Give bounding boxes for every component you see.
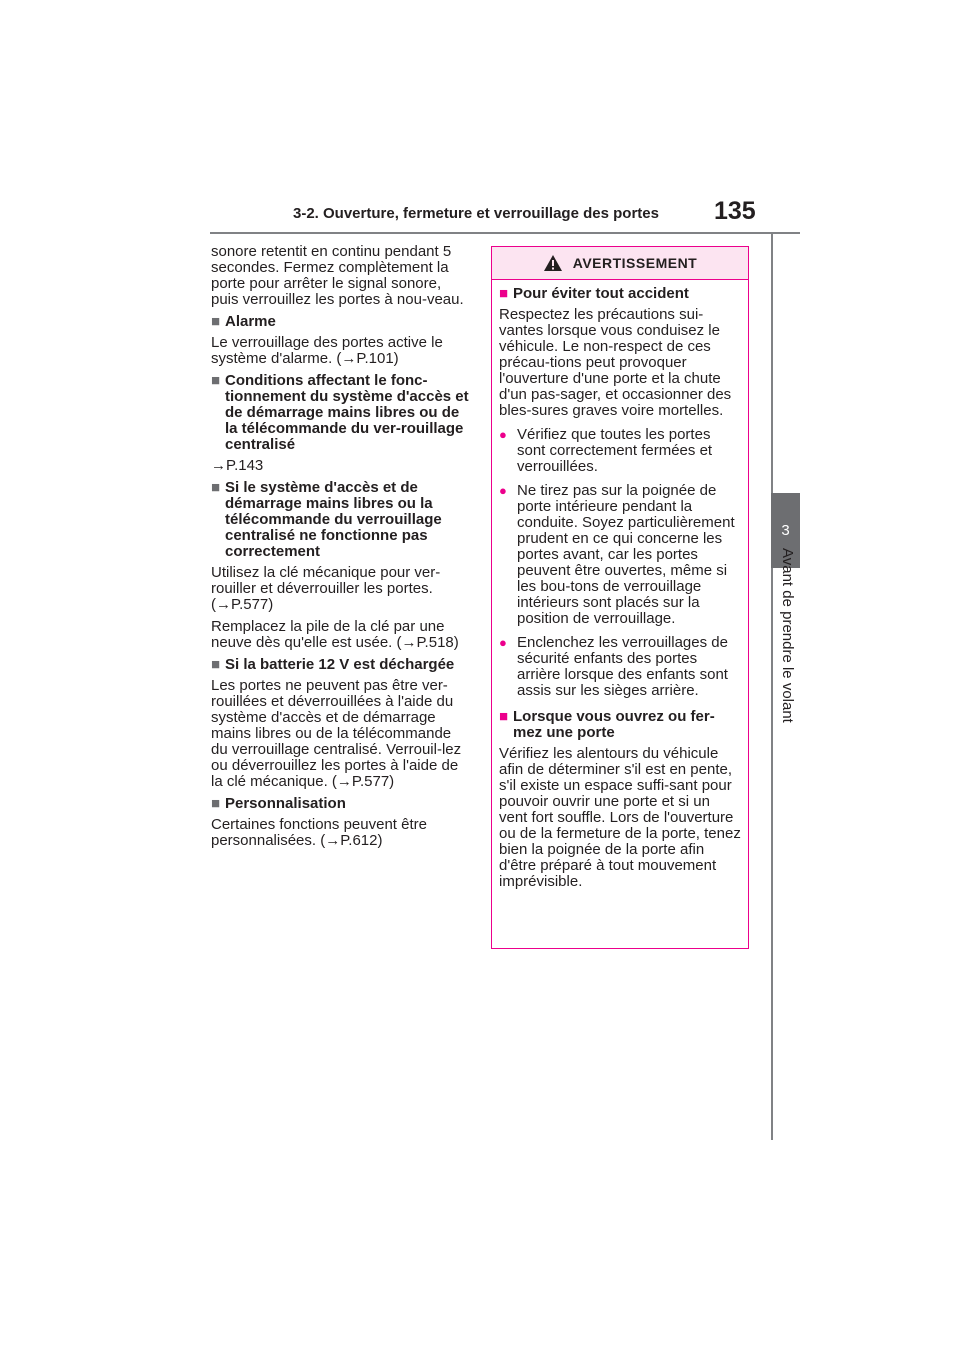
list-item-text: Vérifiez que toutes les portes sont correctement fermées et verrouillées. [517, 426, 713, 475]
intro-text: sonore retentit en continu pendant 5 secondes. Fermez complètement la porte pour arrêter le signal sonore, puis verrouillez les portes à nou-veau. [211, 243, 464, 308]
heading-battery [211, 657, 469, 673]
square-bullet-icon: ■ [499, 708, 509, 725]
section-title: 3-2. Ouverture, fermeture et verrouillage des portes [293, 205, 659, 222]
square-bullet-icon: ■ [499, 285, 509, 302]
heading-text: Pour éviter tout accident [513, 285, 689, 302]
warning-box [491, 246, 749, 949]
side-rule [771, 234, 773, 1140]
heading-text: Alarme [225, 313, 276, 330]
conditions-ref: →P.143 [211, 457, 264, 474]
list-item-text: Enclenchez les verrouillages de sécurité enfants des portes arrière lorsque des enfants sont assis sur les sièges arrière. [517, 634, 728, 699]
heading-fail [211, 480, 469, 560]
square-bullet-icon: ■ [211, 372, 221, 389]
square-bullet-icon: ■ [211, 313, 221, 330]
list-item [499, 635, 742, 699]
heading-text: Lorsque vous ouvrez ou fer-mez une porte [513, 708, 715, 741]
square-bullet-icon: ■ [211, 795, 221, 812]
heading-text: Conditions affectant le fonc-tionnement du système d'accès et de démarrage mains libres ou de la télécommande du ver-rouillage centralisé [225, 372, 469, 453]
warning-title: AVERTISSEMENT [572, 255, 698, 271]
list-item-text: Ne tirez pas sur la poignée de porte intérieure pendant la conduite. Soyez particulièrement prudent en ce qui concerne les portes avant, car les portes peuvent être ouvertes, même si les bou-tons de verrouillage intérieurs sont placés sur la position de verrouillage. [517, 482, 735, 627]
header-rule [210, 232, 800, 234]
chapter-tab: 3 [771, 493, 800, 568]
alarm-text: Le verrouillage des portes active le système d'alarme. (→P.101) [211, 334, 443, 367]
warning-header [492, 247, 748, 280]
heading-text: Si la batterie 12 V est déchargée [225, 656, 455, 673]
heading-text: Si le système d'accès et de démarrage mains libres ou la télécommande du verrouillage centralisé ne fonctionne pas correctement [225, 479, 442, 560]
heading-accident [499, 286, 742, 302]
square-bullet-icon: ■ [211, 479, 221, 496]
page-number: 135 [714, 197, 756, 225]
circle-bullet-icon: ● [499, 635, 507, 650]
custom-text: Certaines fonctions peuvent être personnalisées. (→P.612) [211, 816, 427, 849]
fail-text-1: Utilisez la clé mécanique pour ver-rouiller et déverrouiller les portes. (→P.577) [211, 564, 441, 613]
door-text: Vérifiez les alentours du véhicule afin de déterminer s'il est en pente, s'il existe un espace suffi-sant pour pouvoir ouvrir une porte et si un vent fort souffle. Lors de l'ouverture ou de la fermeture de la porte, tenez bien la poignée de la porte afin d'être préparé à tout mouvement imprévisible. [499, 745, 741, 890]
accident-text: Respectez les précautions sui-vantes lorsque vous conduisez le véhicule. Le non-respect de ces précau-tions peut provoquer l'ouverture d'une porte et la chute d'un pas-sager, et occasionner des bles-sures graves voire mortelles. [499, 306, 732, 419]
heading-custom [211, 796, 469, 812]
warning-body [492, 280, 748, 890]
battery-text: Les portes ne peuvent pas être ver-rouillées et déverrouillées à l'aide du système d'accès et de démarrage mains libres ou de la télécommande du verrouillage centralisé. Verrouil-lez ou déverrouillez les portes à l'aide de la clé mécanique. (→P.577) [211, 677, 462, 790]
circle-bullet-icon: ● [499, 483, 507, 498]
heading-conditions [211, 373, 469, 453]
list-item [499, 483, 742, 627]
fail-text-2: Remplacez la pile de la clé par une neuve dès qu'elle est usée. (→P.518) [211, 618, 459, 651]
heading-door [499, 709, 742, 741]
heading-text: Personnalisation [225, 795, 346, 812]
square-bullet-icon: ■ [211, 656, 221, 673]
heading-alarm [211, 314, 469, 330]
chapter-label: Avant de prendre le volant [779, 548, 796, 723]
circle-bullet-icon: ● [499, 427, 507, 442]
left-column [211, 244, 469, 855]
warning-triangle-icon [543, 254, 563, 272]
list-item [499, 427, 742, 475]
